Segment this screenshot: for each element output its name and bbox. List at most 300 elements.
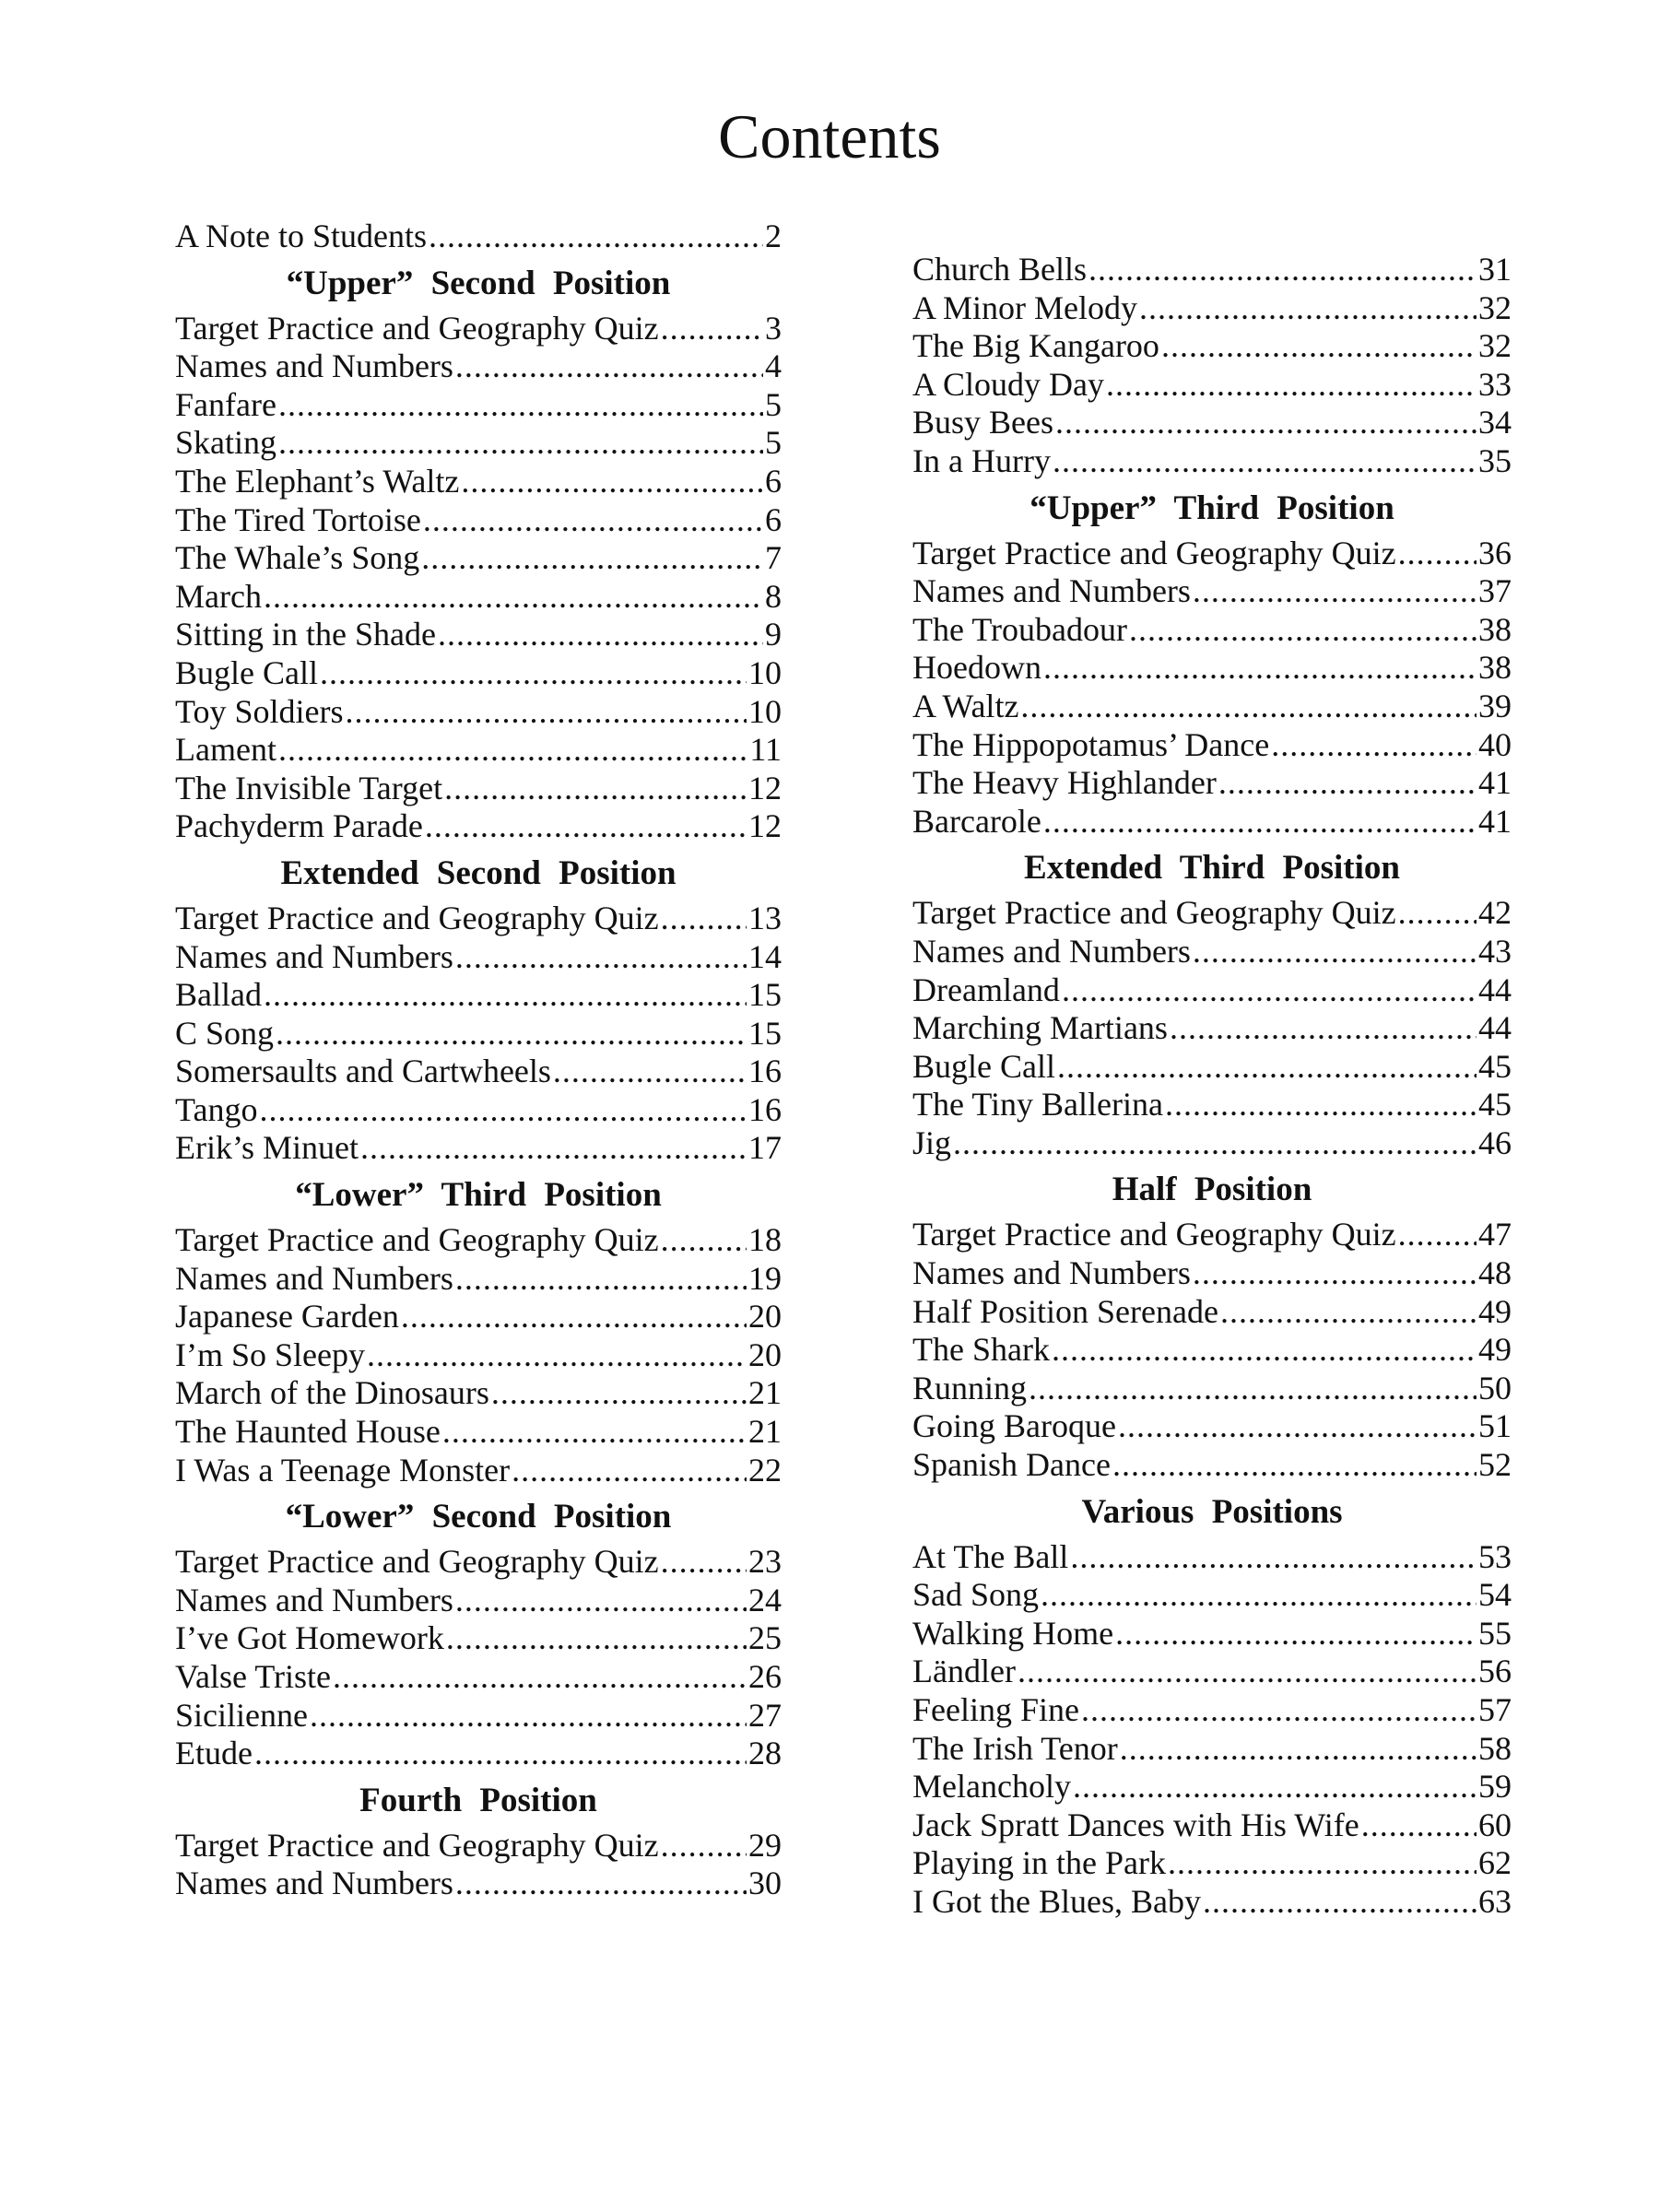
toc-entry[interactable] xyxy=(175,1582,782,1620)
dot-leader xyxy=(1115,1615,1477,1653)
toc-entry[interactable] xyxy=(912,1331,1512,1370)
toc-entry-title: Jig xyxy=(912,1124,952,1161)
toc-entry-title: Target Practice and Geography Quiz xyxy=(912,534,1396,571)
toc-entry-title: The Shark xyxy=(912,1331,1050,1369)
dot-leader xyxy=(1073,1768,1477,1806)
toc-entry-title: I’ve Got Homework xyxy=(175,1619,444,1657)
toc-entry-page-number: 24 xyxy=(748,1581,782,1618)
toc-entry[interactable] xyxy=(912,1691,1512,1730)
section-heading-upper-second-position: “Upper” Second Position xyxy=(286,264,671,302)
dot-leader xyxy=(1398,1216,1477,1254)
toc-entry[interactable] xyxy=(175,976,782,1015)
toc-entry[interactable] xyxy=(912,1086,1512,1124)
dot-leader xyxy=(276,1015,747,1053)
toc-entry-title: Hoedown xyxy=(912,649,1041,687)
toc-entry-title: Names and Numbers xyxy=(175,1865,453,1902)
dot-leader xyxy=(1057,1048,1477,1087)
toc-entry-title: Pachyderm Parade xyxy=(175,807,423,845)
toc-entry-title: Marching Martians xyxy=(912,1009,1168,1047)
toc-entry[interactable] xyxy=(175,770,782,808)
toc-entry-title: The Heavy Highlander xyxy=(912,764,1217,802)
toc-entry-title: The Tired Tortoise xyxy=(175,500,421,538)
toc-entry[interactable] xyxy=(912,1806,1512,1845)
toc-entry[interactable] xyxy=(175,1221,782,1260)
toc-entry-page-number: 38 xyxy=(1478,649,1512,687)
dot-leader xyxy=(661,1221,747,1260)
toc-entry-page-number: 30 xyxy=(748,1865,782,1902)
toc-entry-title: Erik’s Minuet xyxy=(175,1129,359,1167)
toc-entry[interactable] xyxy=(912,572,1512,611)
toc-entry[interactable] xyxy=(175,1658,782,1697)
toc-entry-page-number: 12 xyxy=(748,769,782,806)
toc-entry-title: Target Practice and Geography Quiz xyxy=(175,1221,659,1259)
section-heading-various-positions: Various Positions xyxy=(1081,1492,1343,1531)
toc-entry-page-number: 6 xyxy=(765,500,782,538)
toc-entry-title: Playing in the Park xyxy=(912,1844,1166,1882)
toc-entry[interactable] xyxy=(912,649,1512,688)
toc-entry-title: Ballad xyxy=(175,976,262,1014)
toc-entry[interactable] xyxy=(912,251,1512,289)
dot-leader xyxy=(320,654,747,693)
dot-leader xyxy=(553,1053,747,1091)
dot-leader xyxy=(1220,1293,1477,1332)
toc-entry-title: March of the Dinosaurs xyxy=(175,1374,489,1412)
toc-entry-page-number: 35 xyxy=(1478,441,1512,479)
toc-entry[interactable] xyxy=(912,726,1512,765)
toc-entry-page-number: 44 xyxy=(1478,971,1512,1008)
dot-leader xyxy=(1043,803,1477,841)
toc-entry[interactable] xyxy=(912,1293,1512,1332)
dot-leader xyxy=(1081,1691,1477,1730)
toc-entry[interactable] xyxy=(912,1653,1512,1691)
toc-entry-page-number: 21 xyxy=(748,1413,782,1451)
dot-leader xyxy=(1398,894,1477,933)
dot-leader xyxy=(254,1735,747,1773)
toc-entry-page-number: 45 xyxy=(1478,1047,1512,1085)
toc-entry-title: Ländler xyxy=(912,1653,1016,1690)
section-heading-lower-second-position: “Lower” Second Position xyxy=(285,1498,672,1536)
toc-entry-title: I’m So Sleepy xyxy=(175,1335,365,1373)
toc-entry-page-number: 16 xyxy=(748,1090,782,1128)
dot-leader xyxy=(512,1452,747,1490)
dot-leader xyxy=(259,1091,747,1130)
dot-leader xyxy=(1052,1331,1477,1370)
toc-entry[interactable] xyxy=(175,386,782,425)
toc-entry[interactable] xyxy=(175,218,782,256)
toc-entry-page-number: 15 xyxy=(748,1014,782,1052)
toc-entry-title: A Minor Melody xyxy=(912,288,1138,326)
toc-entry-page-number: 41 xyxy=(1478,764,1512,802)
toc-entry-page-number: 57 xyxy=(1478,1691,1512,1728)
contents-column-left xyxy=(175,218,782,1903)
dot-leader xyxy=(455,1582,747,1620)
toc-entry[interactable] xyxy=(912,1576,1512,1615)
dot-leader xyxy=(1203,1883,1477,1922)
toc-entry-page-number: 50 xyxy=(1478,1369,1512,1406)
toc-entry[interactable] xyxy=(912,404,1512,442)
toc-entry[interactable] xyxy=(175,463,782,501)
toc-entry-page-number: 46 xyxy=(1478,1124,1512,1161)
toc-entry[interactable] xyxy=(175,1298,782,1336)
dot-leader xyxy=(1055,404,1477,442)
dot-leader xyxy=(661,900,747,938)
toc-entry-title: Church Bells xyxy=(912,251,1087,288)
toc-entry[interactable] xyxy=(912,1216,1512,1254)
toc-entry-page-number: 37 xyxy=(1478,572,1512,610)
toc-entry-page-number: 5 xyxy=(765,424,782,462)
toc-entry[interactable] xyxy=(175,900,782,938)
toc-entry-page-number: 52 xyxy=(1478,1446,1512,1484)
section-heading-half-position: Half Position xyxy=(1112,1171,1312,1209)
toc-entry-page-number: 38 xyxy=(1478,610,1512,648)
toc-entry-page-number: 19 xyxy=(748,1259,782,1297)
toc-entry-title: Valse Triste xyxy=(175,1658,332,1695)
toc-entry-title: Bugle Call xyxy=(912,1047,1055,1085)
toc-entry-page-number: 2 xyxy=(765,218,782,254)
toc-entry-title: Target Practice and Geography Quiz xyxy=(912,894,1396,932)
toc-entry[interactable] xyxy=(912,1615,1512,1653)
toc-entry-page-number: 23 xyxy=(748,1543,782,1581)
toc-entry-page-number: 8 xyxy=(765,577,782,615)
toc-entry-title: I Was a Teenage Monster xyxy=(175,1451,511,1488)
toc-entry-title: Spanish Dance xyxy=(912,1446,1111,1484)
dot-leader xyxy=(401,1298,747,1336)
toc-entry[interactable] xyxy=(175,616,782,654)
toc-entry-title: Half Position Serenade xyxy=(912,1292,1218,1330)
dot-leader xyxy=(264,976,747,1015)
toc-entry-page-number: 9 xyxy=(765,616,782,653)
dot-leader xyxy=(455,1260,747,1299)
toc-entry-page-number: 44 xyxy=(1478,1009,1512,1047)
dot-leader xyxy=(360,1129,747,1168)
toc-entry-title: At The Ball xyxy=(912,1537,1069,1575)
toc-entry[interactable] xyxy=(912,327,1512,366)
toc-entry[interactable] xyxy=(912,971,1512,1010)
dot-leader xyxy=(1193,572,1477,611)
toc-entry-page-number: 56 xyxy=(1478,1653,1512,1690)
toc-entry-page-number: 4 xyxy=(765,347,782,385)
dot-leader xyxy=(444,770,747,808)
toc-entry-title: Target Practice and Geography Quiz xyxy=(175,1826,659,1864)
toc-entry-page-number: 32 xyxy=(1478,327,1512,365)
dot-leader xyxy=(278,731,747,770)
toc-entry-page-number: 22 xyxy=(748,1451,782,1488)
dot-leader xyxy=(1088,251,1477,289)
toc-entry-title: The Troubadour xyxy=(912,610,1127,648)
dot-leader xyxy=(1018,1653,1477,1691)
toc-entry[interactable] xyxy=(175,1336,782,1375)
toc-entry-title: Names and Numbers xyxy=(175,347,453,385)
dot-leader xyxy=(367,1336,747,1375)
dot-leader xyxy=(278,424,763,463)
toc-entry[interactable] xyxy=(175,501,782,540)
toc-entry-page-number: 15 xyxy=(748,976,782,1014)
toc-entry-page-number: 13 xyxy=(748,899,782,936)
toc-entry-page-number: 3 xyxy=(765,309,782,347)
toc-entry[interactable] xyxy=(912,611,1512,650)
toc-entry-page-number: 39 xyxy=(1478,687,1512,724)
toc-entry-page-number: 11 xyxy=(749,731,782,769)
toc-entry-page-number: 5 xyxy=(765,385,782,423)
dot-leader xyxy=(1193,933,1477,971)
toc-entry[interactable] xyxy=(175,1865,782,1903)
toc-entry-title: Names and Numbers xyxy=(175,937,453,975)
dot-leader xyxy=(1361,1806,1477,1845)
toc-entry[interactable] xyxy=(912,933,1512,971)
toc-entry-page-number: 14 xyxy=(748,937,782,975)
toc-entry-page-number: 59 xyxy=(1478,1768,1512,1806)
toc-entry[interactable] xyxy=(912,1538,1512,1577)
toc-entry-title: The Haunted House xyxy=(175,1413,441,1451)
toc-entry[interactable] xyxy=(912,289,1512,328)
dot-leader xyxy=(425,807,747,846)
toc-entry[interactable] xyxy=(175,424,782,463)
dot-leader xyxy=(461,463,763,501)
toc-entry-title: Names and Numbers xyxy=(912,932,1191,970)
toc-entry[interactable] xyxy=(175,1260,782,1299)
toc-entry-title: Bugle Call xyxy=(175,653,318,691)
toc-entry-title: Feeling Fine xyxy=(912,1691,1079,1728)
dot-leader xyxy=(953,1124,1477,1163)
toc-entry-page-number: 43 xyxy=(1478,932,1512,970)
toc-entry-page-number: 34 xyxy=(1478,404,1512,441)
dot-leader xyxy=(1218,764,1477,803)
dot-leader xyxy=(1165,1086,1477,1124)
toc-entry[interactable] xyxy=(912,1768,1512,1806)
dot-leader xyxy=(1129,611,1477,650)
toc-entry[interactable] xyxy=(912,1370,1512,1408)
toc-entry-page-number: 53 xyxy=(1478,1537,1512,1575)
dot-leader xyxy=(1020,688,1477,726)
toc-entry[interactable] xyxy=(912,1048,1512,1087)
toc-entry-title: Target Practice and Geography Quiz xyxy=(175,1543,659,1581)
toc-entry-page-number: 17 xyxy=(748,1129,782,1167)
dot-leader xyxy=(1139,289,1477,328)
toc-entry-page-number: 20 xyxy=(748,1335,782,1373)
dot-leader xyxy=(1168,1844,1477,1883)
dot-leader xyxy=(442,1413,747,1452)
section-heading-upper-third-position: “Upper” Third Position xyxy=(1030,488,1394,527)
toc-entry-page-number: 45 xyxy=(1478,1086,1512,1124)
dot-leader xyxy=(264,578,763,617)
dot-leader xyxy=(1118,1407,1477,1446)
section-heading-fourth-position: Fourth Position xyxy=(359,1781,597,1819)
dot-leader xyxy=(438,616,763,654)
dot-leader xyxy=(1062,971,1477,1010)
section-heading-extended-second-position: Extended Second Position xyxy=(280,853,677,892)
toc-entry-page-number: 7 xyxy=(765,539,782,577)
toc-entry-title: Going Baroque xyxy=(912,1407,1116,1445)
toc-entry-title: Lament xyxy=(175,731,276,769)
toc-entry-page-number: 54 xyxy=(1478,1576,1512,1614)
toc-entry-page-number: 51 xyxy=(1478,1407,1512,1445)
dot-leader xyxy=(1161,327,1477,366)
toc-entry[interactable] xyxy=(175,578,782,617)
toc-entry-page-number: 18 xyxy=(748,1221,782,1259)
toc-entry-title: Names and Numbers xyxy=(175,1581,453,1618)
toc-entry[interactable] xyxy=(175,1697,782,1735)
toc-entry[interactable] xyxy=(175,310,782,348)
toc-entry-title: Sad Song xyxy=(912,1576,1040,1614)
toc-entry-title: The Tiny Ballerina xyxy=(912,1086,1163,1124)
toc-entry[interactable] xyxy=(175,1543,782,1582)
toc-entry-title: March xyxy=(175,577,262,615)
toc-entry-page-number: 49 xyxy=(1478,1292,1512,1330)
toc-entry-page-number: 21 xyxy=(748,1374,782,1412)
toc-entry-title: Dreamland xyxy=(912,971,1060,1008)
toc-entry-page-number: 60 xyxy=(1478,1806,1512,1843)
toc-entry[interactable] xyxy=(912,894,1512,933)
toc-entry[interactable] xyxy=(912,442,1512,481)
dot-leader xyxy=(1053,442,1477,481)
toc-entry-page-number: 10 xyxy=(748,653,782,691)
toc-entry-title: The Elephant’s Waltz xyxy=(175,462,460,500)
toc-entry[interactable] xyxy=(912,803,1512,841)
toc-entry[interactable] xyxy=(175,1452,782,1490)
toc-entry-title: Target Practice and Geography Quiz xyxy=(175,309,659,347)
toc-entry[interactable] xyxy=(912,1009,1512,1048)
toc-entry[interactable] xyxy=(912,764,1512,803)
toc-entry[interactable] xyxy=(175,693,782,732)
dot-leader xyxy=(1120,1730,1477,1769)
toc-entry[interactable] xyxy=(175,807,782,846)
toc-entry[interactable] xyxy=(175,539,782,578)
toc-entry[interactable] xyxy=(912,366,1512,405)
toc-entry[interactable] xyxy=(912,1407,1512,1446)
toc-entry-title: A Waltz xyxy=(912,687,1019,724)
toc-entry-title: Running xyxy=(912,1369,1028,1406)
toc-entry-page-number: 12 xyxy=(748,807,782,845)
toc-entry-title: Target Practice and Geography Quiz xyxy=(912,1216,1396,1253)
toc-entry-title: Jack Spratt Dances with His Wife xyxy=(912,1806,1359,1843)
toc-entry-title: Tango xyxy=(175,1090,258,1128)
toc-entry[interactable] xyxy=(175,654,782,693)
toc-entry-title: Fanfare xyxy=(175,385,276,423)
toc-entry-title: Busy Bees xyxy=(912,404,1053,441)
dot-leader xyxy=(455,347,763,386)
toc-entry-page-number: 6 xyxy=(765,462,782,500)
toc-entry[interactable] xyxy=(912,1844,1512,1883)
toc-entry-page-number: 25 xyxy=(748,1619,782,1657)
toc-entry-page-number: 32 xyxy=(1478,288,1512,326)
toc-entry[interactable] xyxy=(912,1730,1512,1769)
dot-leader xyxy=(446,1619,747,1658)
dot-leader xyxy=(421,539,763,578)
toc-entry-title: Skating xyxy=(175,424,277,462)
dot-leader xyxy=(661,1827,747,1865)
toc-entry-title: The Irish Tenor xyxy=(912,1729,1118,1767)
toc-entry-page-number: 42 xyxy=(1478,894,1512,932)
page-title: Contents xyxy=(718,101,941,171)
toc-entry[interactable] xyxy=(912,1254,1512,1293)
toc-entry-title: A Cloudy Day xyxy=(912,365,1105,403)
dot-leader xyxy=(278,386,763,425)
toc-entry[interactable] xyxy=(175,347,782,386)
section-heading-extended-third-position: Extended Third Position xyxy=(1024,849,1400,888)
toc-entry-page-number: 27 xyxy=(748,1696,782,1734)
toc-entry-title: Toy Soldiers xyxy=(175,692,344,730)
toc-entry-page-number: 29 xyxy=(748,1826,782,1864)
toc-entry-page-number: 49 xyxy=(1478,1331,1512,1369)
toc-entry-page-number: 28 xyxy=(748,1735,782,1772)
dot-leader xyxy=(1041,1576,1477,1615)
dot-leader xyxy=(310,1697,747,1735)
toc-entry-page-number: 47 xyxy=(1478,1216,1512,1253)
toc-entry-page-number: 31 xyxy=(1478,251,1512,288)
toc-entry[interactable] xyxy=(175,1374,782,1413)
dot-leader xyxy=(345,693,747,732)
toc-entry[interactable] xyxy=(175,1129,782,1168)
toc-entry[interactable] xyxy=(912,1883,1512,1922)
dot-leader xyxy=(455,938,747,977)
toc-entry-title: The Big Kangaroo xyxy=(912,327,1159,365)
dot-leader xyxy=(1170,1009,1477,1048)
dot-leader xyxy=(455,1865,747,1903)
toc-entry[interactable] xyxy=(912,688,1512,726)
dot-leader xyxy=(1043,649,1477,688)
dot-leader xyxy=(423,501,763,540)
toc-entry[interactable] xyxy=(175,731,782,770)
toc-entry-page-number: 55 xyxy=(1478,1614,1512,1652)
dot-leader xyxy=(1271,726,1477,765)
toc-entry-page-number: 36 xyxy=(1478,534,1512,571)
toc-entry[interactable] xyxy=(175,1619,782,1658)
toc-entry[interactable] xyxy=(175,1091,782,1130)
toc-entry-title: Etude xyxy=(175,1735,253,1772)
toc-entry-page-number: 62 xyxy=(1478,1844,1512,1882)
toc-entry-page-number: 20 xyxy=(748,1298,782,1335)
toc-entry[interactable] xyxy=(912,1124,1512,1163)
toc-entry-page-number: 26 xyxy=(748,1658,782,1695)
toc-entry-title: Melancholy xyxy=(912,1768,1071,1806)
toc-entry-title: Names and Numbers xyxy=(912,1254,1191,1292)
toc-entry-title: In a Hurry xyxy=(912,441,1051,479)
toc-entry[interactable] xyxy=(912,1446,1512,1485)
toc-entry-page-number: 10 xyxy=(748,692,782,730)
toc-entry-title: Sitting in the Shade xyxy=(175,616,436,653)
toc-entry[interactable] xyxy=(175,1827,782,1865)
toc-entry[interactable] xyxy=(912,535,1512,573)
dot-leader xyxy=(661,1543,747,1582)
dot-leader xyxy=(491,1374,747,1413)
dot-leader xyxy=(1193,1254,1477,1293)
toc-entry-page-number: 41 xyxy=(1478,802,1512,840)
dot-leader xyxy=(1112,1446,1477,1485)
toc-entry-title: Names and Numbers xyxy=(175,1259,453,1297)
toc-entry-title: The Hippopotamus’ Dance xyxy=(912,725,1270,763)
dot-leader xyxy=(1398,535,1477,573)
dot-leader xyxy=(1029,1370,1477,1408)
toc-entry-title: A Note to Students xyxy=(175,218,428,254)
toc-entry-page-number: 40 xyxy=(1478,725,1512,763)
toc-entry-title: I Got the Blues, Baby xyxy=(912,1882,1201,1920)
dot-leader xyxy=(661,310,763,348)
toc-entry-title: The Invisible Target xyxy=(175,769,443,806)
dot-leader xyxy=(1070,1538,1477,1577)
toc-entry[interactable] xyxy=(175,1015,782,1053)
dot-leader xyxy=(1106,366,1477,405)
dot-leader xyxy=(429,218,763,256)
toc-entry[interactable] xyxy=(175,938,782,977)
toc-entry-page-number: 48 xyxy=(1478,1254,1512,1292)
toc-entry-page-number: 58 xyxy=(1478,1729,1512,1767)
toc-entry[interactable] xyxy=(175,1053,782,1091)
section-heading-lower-third-position: “Lower” Third Position xyxy=(295,1176,662,1215)
toc-entry[interactable] xyxy=(175,1735,782,1773)
toc-entry[interactable] xyxy=(175,1413,782,1452)
toc-entry-title: Target Practice and Geography Quiz xyxy=(175,899,659,936)
toc-entry-title: C Song xyxy=(175,1014,275,1052)
